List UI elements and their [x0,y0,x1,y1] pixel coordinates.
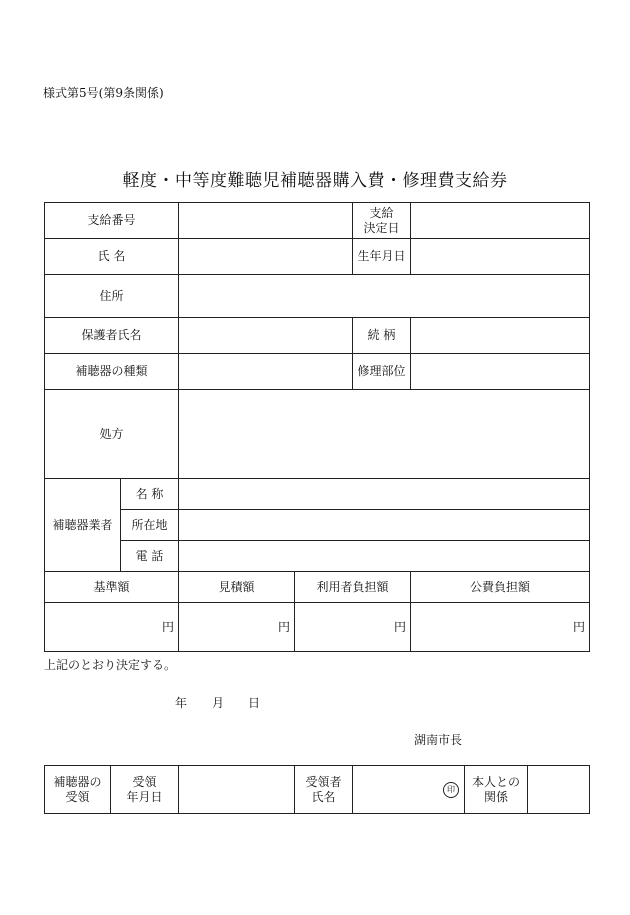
row-device-type [45,354,590,390]
row-amounts [45,603,590,652]
date-month-label: 月 [212,696,225,710]
row-address [45,275,590,318]
device-type-label: 補聴器の種類 [45,354,179,390]
row-vendor-address [45,510,590,541]
relation-line2: 関係 [483,789,508,804]
receipt-row [45,766,590,814]
vendor-name-label: 名 称 [121,479,179,510]
decision-note: 上記のとおり決定する。 [44,658,177,672]
vendor-address-label: 所在地 [121,510,179,541]
mayor-signature: 湖南市長 [414,733,463,747]
birthdate-field[interactable] [411,239,590,275]
relationship-field[interactable] [411,318,590,354]
receipt-date-field[interactable] [179,766,295,814]
device-type-field[interactable] [179,354,353,390]
recipient-line1: 受領者 [305,774,342,789]
vendor-label: 補聴器業者 [45,479,121,572]
estimate-label: 見積額 [179,572,295,603]
decision-date-label [353,203,411,239]
guardian-name-field[interactable] [179,318,353,354]
public-burden-label: 公費負担額 [411,572,590,603]
receipt-date-label [111,766,179,814]
relation-label [465,766,528,814]
row-vendor-phone [45,541,590,572]
prescription-label: 処方 [45,390,179,479]
prescription-field[interactable] [179,390,590,479]
application-table [44,202,590,652]
document-title: 軽度・中等度難聴児補聴器購入費・修理費支給券 [122,171,508,191]
row-vendor-name [45,479,590,510]
name-label: 氏 名 [45,239,179,275]
guardian-name-label: 保護者氏名 [45,318,179,354]
address-field[interactable] [179,275,590,318]
vendor-phone-field[interactable] [179,541,590,572]
receipt-date-line2: 年月日 [126,789,163,804]
date-day-label: 日 [248,696,261,710]
relation-field[interactable] [528,766,590,814]
decision-date-label-line2: 決定日 [363,220,400,235]
standard-amount-field[interactable]: 円 [45,603,179,652]
estimate-field[interactable]: 円 [179,603,295,652]
address-label: 住所 [45,275,179,318]
support-no-field[interactable] [179,203,353,239]
date-year-label: 年 [175,696,188,710]
repair-part-label: 修理部位 [353,354,411,390]
device-receipt-label [45,766,111,814]
vendor-name-field[interactable] [179,479,590,510]
receipt-table [44,765,590,814]
receipt-date-line1: 受領 [132,774,157,789]
relation-line1: 本人との [471,774,520,789]
row-amount-headers [45,572,590,603]
support-no-label: 支給番号 [45,203,179,239]
public-burden-field[interactable]: 円 [411,603,590,652]
decision-date-field[interactable] [411,203,590,239]
vendor-phone-label: 電 話 [121,541,179,572]
recipient-label [295,766,353,814]
row-name [45,239,590,275]
device-receipt-line2: 受領 [65,789,90,804]
recipient-line2: 氏名 [311,789,336,804]
user-burden-field[interactable]: 円 [295,603,411,652]
user-burden-label: 利用者負担額 [295,572,411,603]
relationship-label: 続 柄 [353,318,411,354]
vendor-address-field[interactable] [179,510,590,541]
form-number: 様式第5号(第9条関係) [43,86,164,100]
row-prescription [45,390,590,479]
row-support-no [45,203,590,239]
repair-part-field[interactable] [411,354,590,390]
row-guardian [45,318,590,354]
name-field[interactable] [179,239,353,275]
device-receipt-line1: 補聴器の [53,774,102,789]
birthdate-label: 生年月日 [353,239,411,275]
decision-date-label-line1: 支給 [369,205,394,220]
recipient-name-field[interactable] [353,766,465,814]
seal-mark: 印 [443,782,459,798]
standard-amount-label: 基準額 [45,572,179,603]
